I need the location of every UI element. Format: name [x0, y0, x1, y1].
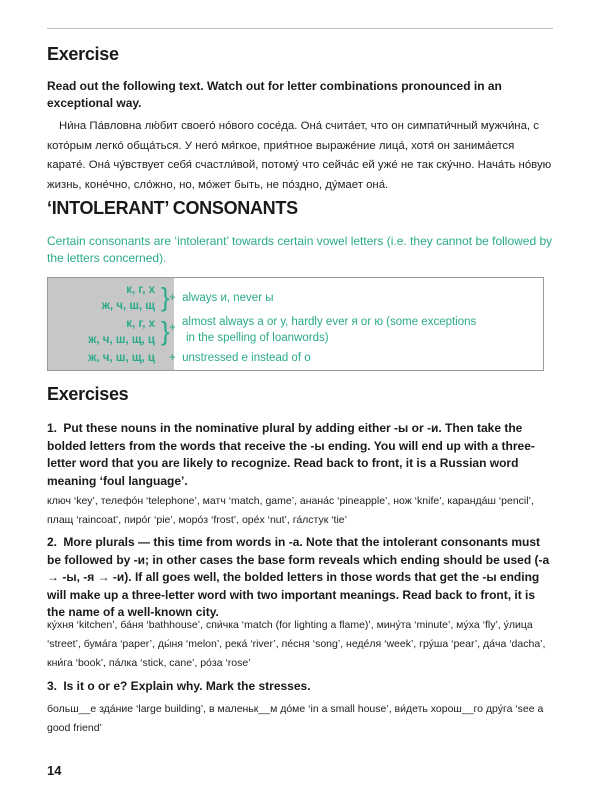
reading-passage: Ни́на Па́вловна лю́бит своего́ но́вого сосе́да. Она́ счита́ет, что он симпати́чный мужчи́на, с кото́рым легко́ обща́ться. У него́ мя́гкое, прия́тное выраже́ние лица́, хотя́ он занима́ется карате́. Она́ чу́вствует себя́ счастли́вой, потому́ что сейча́с ей уже́ не так ску́чно. Нача́ть но́вую жизнь, коне́чно, сло́жно, но, мо́жет быть, не по́здно, ду́мает она́.	[47, 120, 552, 191]
question-3-text: Is it о or е? Explain why. Mark the stresses.	[63, 679, 311, 693]
row2-rule-a: almost always а or у, hardly ever я or ю (some exceptions	[182, 316, 477, 328]
row3-consonants: ж, ч, ш, щ, ц	[88, 352, 155, 364]
question-2	[47, 534, 553, 622]
row1-consonants-b: ж, ч, ш, щ	[101, 300, 155, 312]
question-3	[47, 678, 553, 696]
exercise-instruction: Read out the following text. Watch out for letter combinations pronounced in an exceptional way.	[47, 79, 502, 110]
page-number: 14	[47, 763, 62, 778]
section-note: Certain consonants are ‘intolerant’ towards certain vowel letters (i.e. they cannot be followed by the letters concerned).	[47, 234, 553, 265]
section-heading: ‘INTOLERANT’ CONSONANTS	[47, 198, 298, 218]
exercise-heading: Exercise	[47, 44, 119, 64]
row1-consonants-a: к, г, х	[126, 284, 155, 296]
row1-brace: }	[161, 282, 170, 312]
question-2-number: 2.	[47, 535, 58, 549]
question-2-words: ку́хня ‘kitchen’, ба́ня ‘bathhouse’, спи́чка ‘match (for lighting a flame)’, мину́та ‘minute’, му́ха ‘fly’, у́лица ‘street’, бума́га ‘paper’, ды́ня ‘melon’, река́ ‘river’, пе́сня ‘song’, неде́ля ‘week’, гру́ша ‘pear’, да́ча ‘dacha’, кни́га ‘book’, па́лка ‘stick, cane’, ро́за ‘rose’	[47, 619, 546, 669]
question-1-text: Put these nouns in the nominative plural by adding either -ы or -и. Then take the bolded letters from the words that receive the -ы ending. You will end up with a three-letter word that you are likely to recognize. Read back to front, it is a Russian word meaning ‘foul language’.	[47, 421, 535, 488]
question-1-number: 1.	[47, 421, 58, 435]
row1-rule: + always и, never ы	[169, 292, 274, 304]
question-1-words: ключ ‘key’, телефо́н ‘telephone’, матч ‘match, game’, анана́с ‘pineapple’, нож ‘knife’, каранда́ш ‘pencil’, плащ ‘raincoat’, пиро́г ‘pie’, моро́з ‘frost’, оре́х ‘nut’, га́лстук ‘tie’	[47, 495, 534, 526]
question-1	[47, 420, 553, 490]
row2-plus: +	[169, 322, 176, 334]
row3-rule: + unstressed е instead of о	[169, 352, 311, 364]
row2-consonants-a: к, г, х	[126, 318, 155, 330]
exercises-heading: Exercises	[47, 384, 129, 404]
question-2-text: More plurals — this time from words in -а. Note that the intolerant consonants must be followed by -и; in other cases the base form reveals which ending should be used (-а → -ы, -я → -и). If all goes well, the bolded letters in those words that get the -ы ending will make up a three-letter word with two important meanings. Read back to front, it is the name of a well-known city.	[47, 535, 550, 619]
top-rule	[47, 28, 553, 29]
question-3-words: больш__е зда́ние ‘large building’, в маленьк__м до́ме ‘in a small house’, ви́деть хорош__го дру́га ‘see a good friend’	[47, 703, 544, 734]
row2-brace: }	[161, 316, 170, 346]
consonant-rules-table	[47, 277, 544, 371]
question-3-number: 3.	[47, 679, 58, 693]
row2-consonants-b: ж, ч, ш, щ, ц	[88, 334, 155, 346]
row2-rule-b: in the spelling of loanwords)	[186, 332, 329, 344]
